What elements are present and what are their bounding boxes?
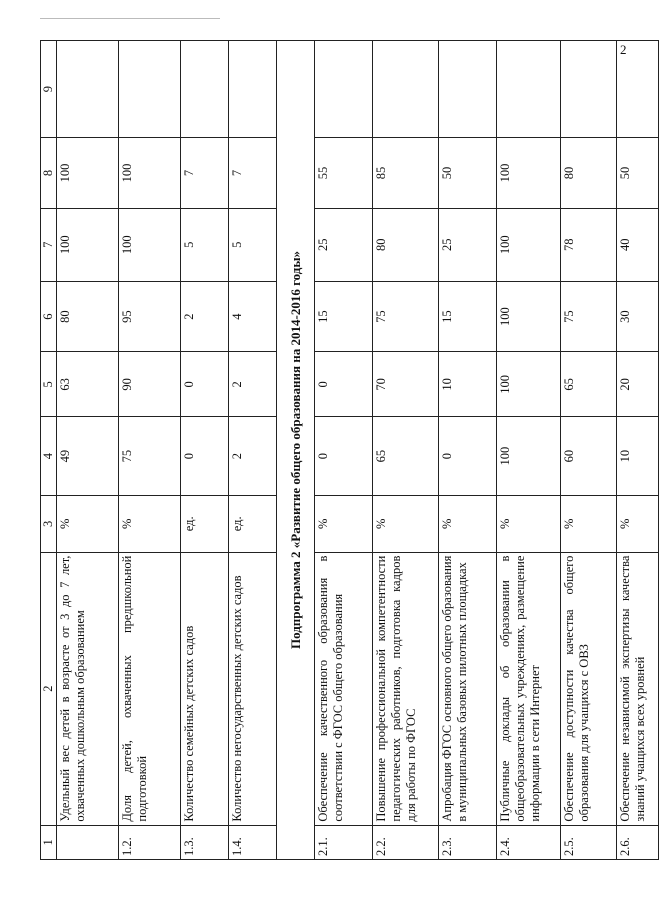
value-cell: 20 <box>617 352 659 417</box>
header-cell: 9 <box>41 41 57 138</box>
indicator-name: Доля детей, охваченных предшкольной подготовкой <box>119 552 181 825</box>
value-cell <box>373 41 439 138</box>
value-cell: 80 <box>561 138 617 209</box>
value-cell: 7 <box>229 138 277 209</box>
value-cell: 63 <box>57 352 119 417</box>
unit-cell: % <box>617 496 659 553</box>
value-cell: 50 <box>439 138 497 209</box>
value-cell <box>561 41 617 138</box>
value-cell: 90 <box>119 352 181 417</box>
value-cell: 2 <box>181 281 229 352</box>
value-cell: 0 <box>181 417 229 496</box>
value-cell: 50 <box>617 138 659 209</box>
row-number: 1.4. <box>229 825 277 859</box>
value-cell: 100 <box>497 352 561 417</box>
value-cell: 25 <box>439 208 497 281</box>
value-cell <box>497 41 561 138</box>
indicator-name: Обеспечение качественного образования в соответствии с ФГОС общего образования <box>315 552 373 825</box>
table-row <box>229 41 277 860</box>
value-cell: 100 <box>119 208 181 281</box>
value-cell <box>439 41 497 138</box>
scan-top-line <box>40 18 220 19</box>
header-cell: 1 <box>41 825 57 859</box>
indicator-name: Количество семейных детских садов <box>181 552 229 825</box>
value-cell: 100 <box>497 417 561 496</box>
table-row <box>617 41 659 860</box>
unit-cell: % <box>315 496 373 553</box>
value-cell: 10 <box>439 352 497 417</box>
row-number: 2.6. <box>617 825 659 859</box>
value-cell: 40 <box>617 208 659 281</box>
header-cell: 3 <box>41 496 57 553</box>
value-cell: 15 <box>439 281 497 352</box>
page-number: 2 <box>620 42 627 57</box>
indicator-name: Повышение профессиональной компетентности педагогических работников, подготовка кадров для работы по ФГОС <box>373 552 439 825</box>
header-cell: 8 <box>41 138 57 209</box>
value-cell: 15 <box>315 281 373 352</box>
value-cell: 5 <box>181 208 229 281</box>
value-cell: 100 <box>497 281 561 352</box>
value-cell: 7 <box>181 138 229 209</box>
value-cell: 60 <box>561 417 617 496</box>
header-cell: 5 <box>41 352 57 417</box>
table-row <box>315 41 373 860</box>
value-cell: 2 <box>229 417 277 496</box>
value-cell <box>181 41 229 138</box>
value-cell <box>315 41 373 138</box>
value-cell: 85 <box>373 138 439 209</box>
indicator-name: Обеспечение доступности качества общего образования для учащихся с ОВЗ <box>561 552 617 825</box>
table-row <box>57 41 119 860</box>
row-number: 2.3. <box>439 825 497 859</box>
value-cell <box>229 41 277 138</box>
table-row <box>181 41 229 860</box>
value-cell: 10 <box>617 417 659 496</box>
value-cell <box>119 41 181 138</box>
table-row <box>439 41 497 860</box>
row-number: 2.2. <box>373 825 439 859</box>
value-cell: 2 <box>229 352 277 417</box>
value-cell: 75 <box>561 281 617 352</box>
rotated-table-wrapper <box>40 40 647 860</box>
value-cell: 95 <box>119 281 181 352</box>
header-cell: 7 <box>41 208 57 281</box>
indicator-name: Публичные доклады об образовании в общеобразовательных учреждениях, размещение информации в сети Интернет <box>497 552 561 825</box>
value-cell: 0 <box>439 417 497 496</box>
unit-cell: % <box>57 496 119 553</box>
indicator-name: Обеспечение независимой экспертизы качества знаний учащихся всех уровней <box>617 552 659 825</box>
unit-cell: ед. <box>181 496 229 553</box>
unit-cell: ед. <box>229 496 277 553</box>
header-row <box>41 41 57 860</box>
value-cell: 75 <box>119 417 181 496</box>
value-cell: 100 <box>57 208 119 281</box>
row-number: 2.4. <box>497 825 561 859</box>
header-cell: 2 <box>41 552 57 825</box>
value-cell: 55 <box>315 138 373 209</box>
row-number: 2.5. <box>561 825 617 859</box>
row-number: 1.2. <box>119 825 181 859</box>
row-number: 2.1. <box>315 825 373 859</box>
value-cell: 65 <box>373 417 439 496</box>
value-cell: 5 <box>229 208 277 281</box>
value-cell <box>57 41 119 138</box>
indicator-name: Количество негосударственных детских садов <box>229 552 277 825</box>
table-row <box>373 41 439 860</box>
value-cell: 80 <box>57 281 119 352</box>
value-cell: 65 <box>561 352 617 417</box>
unit-cell: % <box>561 496 617 553</box>
value-cell: 100 <box>497 138 561 209</box>
subprogram-title: Подпрограмма 2 «Развитие общего образования на 2014-2016 годы» <box>277 41 315 860</box>
value-cell <box>617 41 659 138</box>
value-cell: 4 <box>229 281 277 352</box>
value-cell: 70 <box>373 352 439 417</box>
value-cell: 100 <box>497 208 561 281</box>
indicator-name: Апробация ФГОС основного общего образования в муниципальных базовых пилотных площадках <box>439 552 497 825</box>
indicator-name: Удельный вес детей в возрасте от 3 до 7 лет, охваченных дошкольным образованием <box>57 552 119 825</box>
value-cell: 80 <box>373 208 439 281</box>
unit-cell: % <box>439 496 497 553</box>
table-row <box>561 41 617 860</box>
value-cell: 78 <box>561 208 617 281</box>
value-cell: 100 <box>57 138 119 209</box>
unit-cell: % <box>119 496 181 553</box>
value-cell: 100 <box>119 138 181 209</box>
value-cell: 0 <box>181 352 229 417</box>
row-number: 1.3. <box>181 825 229 859</box>
unit-cell: % <box>497 496 561 553</box>
value-cell: 0 <box>315 352 373 417</box>
header-cell: 6 <box>41 281 57 352</box>
value-cell: 30 <box>617 281 659 352</box>
subprogram-row <box>277 41 315 860</box>
unit-cell: % <box>373 496 439 553</box>
indicators-table <box>40 40 659 860</box>
table-row <box>119 41 181 860</box>
row-number <box>57 825 119 859</box>
value-cell: 25 <box>315 208 373 281</box>
header-cell: 4 <box>41 417 57 496</box>
table-row <box>497 41 561 860</box>
value-cell: 0 <box>315 417 373 496</box>
value-cell: 49 <box>57 417 119 496</box>
value-cell: 75 <box>373 281 439 352</box>
